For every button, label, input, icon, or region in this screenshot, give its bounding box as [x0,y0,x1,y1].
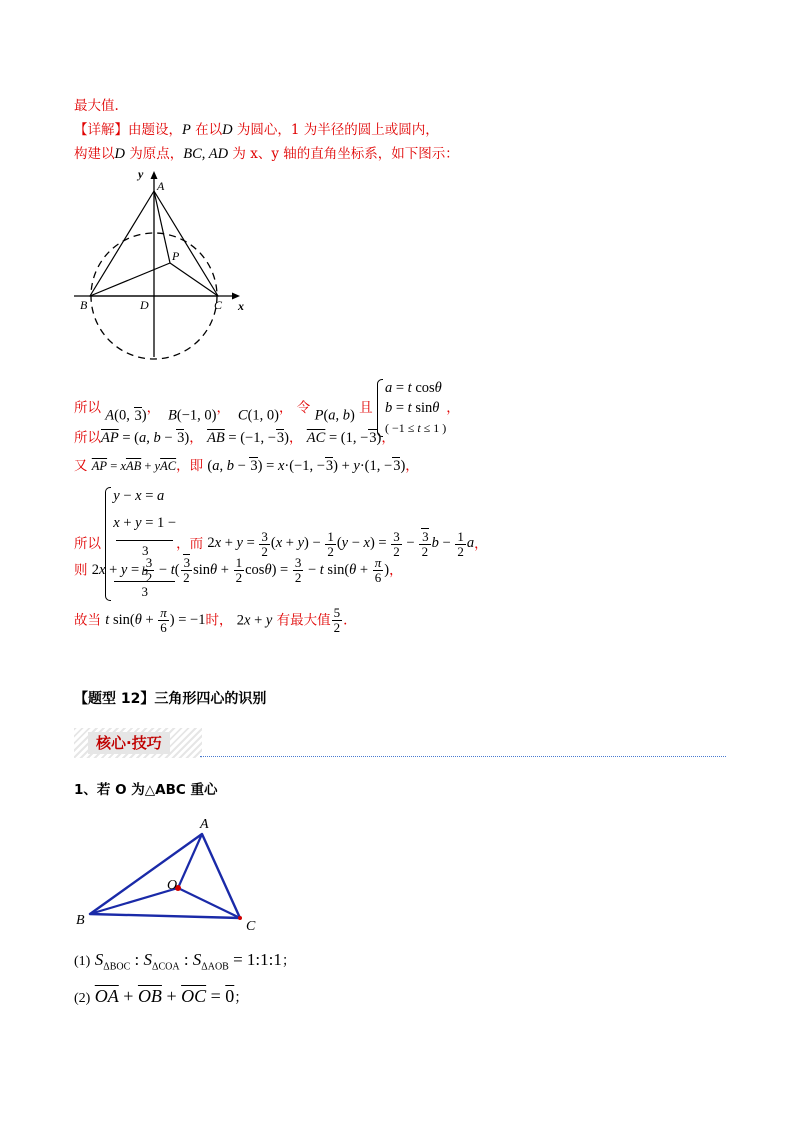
math-trig-form: 2x + y = $\frac{3}{2}$ − t( $\frac{3}{2}$ sinθ + $\frac{1}{2}$ cosθ) = $\frac{3}{2}$ − t sin(θ + $\frac{\pi}{6}$ ) [91,555,390,585]
text-segment: ， [176,536,190,552]
math-P: P [182,122,191,138]
text-segment: 为 x、y 轴的直角坐标系，如下图示： [228,146,459,162]
text-segment: 为原点， [124,146,184,162]
text-segment: 时， [205,612,233,629]
text-segment: ， [278,400,293,416]
text-line-1 [74,96,119,116]
math-vector-equation: $\overline{AP} = x\overline{AB} + y\overline{AC}$ [91,459,177,473]
text-segment: 所以 [74,536,101,552]
math-xy-system: y − x = a x + y = 1 − 3 b 3 [105,486,176,602]
label-C: C [214,298,223,312]
divider-line [200,756,726,757]
text-segment: (1) [74,954,91,969]
text-line-2 [74,120,439,140]
text-segment: ， [189,430,203,446]
text-segment: 由题设， [128,122,182,138]
text-segment: 令 [296,400,311,416]
section-title: 【题型 12】三角形四心的识别 [74,691,267,707]
text-segment: ， [216,400,230,416]
text-line-trig [74,556,403,585]
math-2x-plus-y: 2x + y = $\frac{3}{2}$ (x + y) − $\frac{1}{2}$ (y − x) = $\frac{3}{2}$ − $\frac{3}{2}$ b − $\frac{1}{2}$ a [207,528,475,559]
badge-label: 核心·技巧 [88,732,170,754]
text-segment: 故当 [74,612,101,629]
text-segment: ； [281,953,296,969]
segment-AP [154,191,170,263]
text-segment: ， [446,400,460,416]
math-D: D [222,122,233,138]
text-segment: 有最大值 [276,612,331,629]
text-segment: 且 [359,400,373,416]
math-axes: BC, AD [183,146,229,162]
label-B2: B [76,913,85,928]
figure-coordinate-circle [70,165,260,365]
text-segment: 所以 [74,400,101,416]
text-segment: ， [474,536,488,552]
text-line-3 [74,144,459,164]
text-segment: ， [146,400,161,416]
label-D: D [140,298,149,312]
label-A: A [157,179,165,193]
text-segment: 为圆心，1 为半径的圆上或圆内， [232,122,439,138]
label-C2: C [246,919,256,934]
text-segment: 所以 [74,430,101,446]
math-point-A: A(0, 3) [105,407,147,424]
text-segment: 而 [189,536,204,552]
item-centroid-heading: 1、若 O 为△ABC 重心 [74,782,218,798]
figure-centroid-triangle [70,808,270,938]
math-point-C: C(1, 0) [237,407,279,424]
label-O: O [167,878,178,893]
vertex-C-point [238,916,242,920]
property-1 [74,950,296,977]
math-condition: t sin(θ + $\frac{\pi}{6}$ ) = −1 [105,605,206,635]
text-segment: ， [289,430,303,446]
label-B: B [80,298,88,312]
text-segment: 又 [74,458,88,474]
math-expression: 2x + y [236,612,273,629]
text-segment: ， [381,430,395,446]
math-vector-sum: $\overline{OA} + \overline{OB} + \overline{OC} = 0$ [94,986,235,1006]
math-vector-AC: $\overline{AC} = (1$, −3) [306,430,382,446]
text-segment: 在以 [190,122,223,138]
text-segment: (2) [74,991,91,1006]
label-A2: A [200,817,209,832]
math-vector-AB: $\overline{AB} = (-1$, −3) [207,430,289,446]
text-segment: . [343,612,348,629]
math-param-system: a = t cosθ b = t sinθ ( −1 ≤ t ≤ 1 ) [377,378,446,438]
text-max-value: 最大值. [74,98,119,114]
text-line-vectors [74,428,395,448]
text-line-conclusion [74,606,347,635]
math-point-B: B(−1, 0) [168,407,217,424]
text-segment: 则 [74,562,88,579]
segment-OB [90,888,178,914]
math-D: D [114,146,125,162]
text-segment: 构建以 [74,146,115,162]
property-2 [74,986,248,1009]
math-vector-AP: $\overline{AP} = (a$, b − 3) [101,430,190,446]
y-axis-arrow [151,171,158,179]
triangle-ABC-blue [90,834,240,918]
text-segment: ； [234,990,249,1006]
label-P: P [172,249,180,263]
detail-tag: 【详解】 [74,122,128,138]
text-segment: 即 [189,458,204,474]
text-line-decompose [74,456,419,476]
text-segment: ， [176,458,190,474]
core-tips-badge [74,728,202,758]
math-max-value: $\frac{5}{2}$ [333,605,341,635]
text-segment: ， [389,562,403,579]
math-area-ratio: $S_{\Delta BOC}$ : $S_{\Delta COA}$ : $S_{\Delta AOB}$ = 1:1:1 [94,950,282,973]
segment-BP [90,263,170,296]
text-segment: ， [405,458,419,474]
math-point-P: P(a, b) [314,407,355,424]
segment-OC [178,888,240,918]
math-component-equation: (a, b − 3) = x·(−1, −3) + y·(1, −3) [207,458,406,474]
label-x: x [238,299,244,313]
label-y: y [138,167,144,181]
